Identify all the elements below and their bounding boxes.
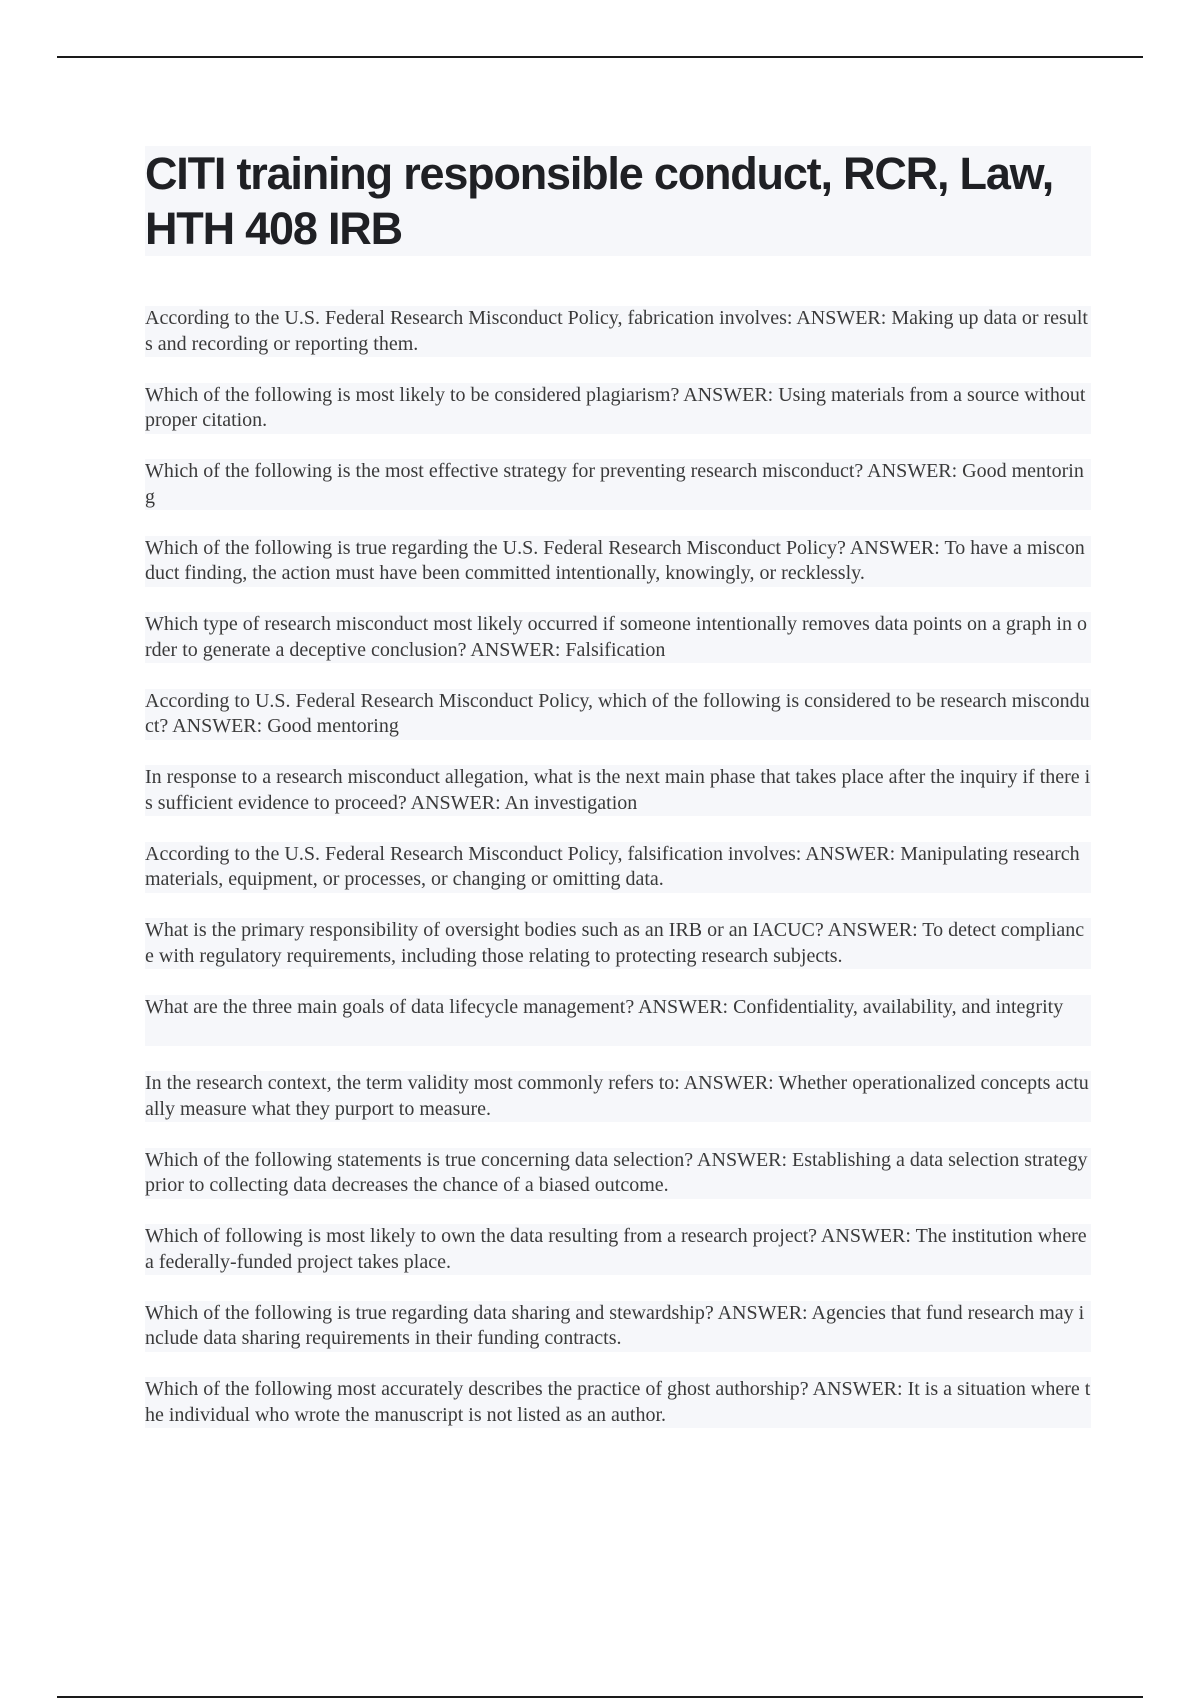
qa-item: According to the U.S. Federal Research Misconduct Policy, fabrication involves: ANSWER: Making up data or results and recording or reporting them. — [145, 306, 1091, 357]
qa-item: In the research context, the term validity most commonly refers to: ANSWER: Whether operationalized concepts actually measure what they purport to measure. — [145, 1071, 1091, 1122]
qa-item: Which of the following is true regarding data sharing and stewardship? ANSWER: Agencies that fund research may include data sharing requirements in their funding contracts. — [145, 1301, 1091, 1352]
qa-item: In response to a research misconduct allegation, what is the next main phase that takes place after the inquiry if there is sufficient evidence to proceed? ANSWER: An investigation — [145, 765, 1091, 816]
qa-item: Which of the following is true regarding the U.S. Federal Research Misconduct Policy? ANSWER: To have a misconduct finding, the action must have been committed intentionally, knowingly, or recklessly. — [145, 536, 1091, 587]
qa-item: What is the primary responsibility of oversight bodies such as an IRB or an IACUC? ANSWER: To detect compliance with regulatory requirements, including those relating to protecting research subjects. — [145, 918, 1091, 969]
header-rule — [57, 56, 1143, 58]
footer-rule — [57, 1696, 1143, 1698]
qa-item: Which of the following most accurately describes the practice of ghost authorship? ANSWER: It is a situation where the individual who wrote the manuscript is not listed as an author. — [145, 1377, 1091, 1428]
document-title: CITI training responsible conduct, RCR, Law, HTH 408 IRB — [145, 148, 1054, 254]
title-block — [145, 146, 1091, 256]
qa-item: Which type of research misconduct most likely occurred if someone intentionally removes data points on a graph in order to generate a deceptive conclusion? ANSWER: Falsification — [145, 612, 1091, 663]
qa-item: Which of the following is most likely to be considered plagiarism? ANSWER: Using materials from a source without proper citation. — [145, 383, 1091, 434]
qa-item: Which of the following is the most effective strategy for preventing research misconduct? ANSWER: Good mentoring — [145, 459, 1091, 510]
qa-list — [145, 306, 1091, 1454]
qa-item: Which of the following statements is true concerning data selection? ANSWER: Establishing a data selection strategy prior to collecting data decreases the chance of a biased outcome. — [145, 1148, 1091, 1199]
qa-item: Which of following is most likely to own the data resulting from a research project? ANSWER: The institution where a federally-funded project takes place. — [145, 1224, 1091, 1275]
qa-item: What are the three main goals of data lifecycle management? ANSWER: Confidentiality, availability, and integrity — [145, 995, 1091, 1046]
qa-item: According to U.S. Federal Research Misconduct Policy, which of the following is considered to be research misconduct? ANSWER: Good mentoring — [145, 689, 1091, 740]
qa-item: According to the U.S. Federal Research Misconduct Policy, falsification involves: ANSWER: Manipulating research materials, equipment, or processes, or changing or omitting data. — [145, 842, 1091, 893]
